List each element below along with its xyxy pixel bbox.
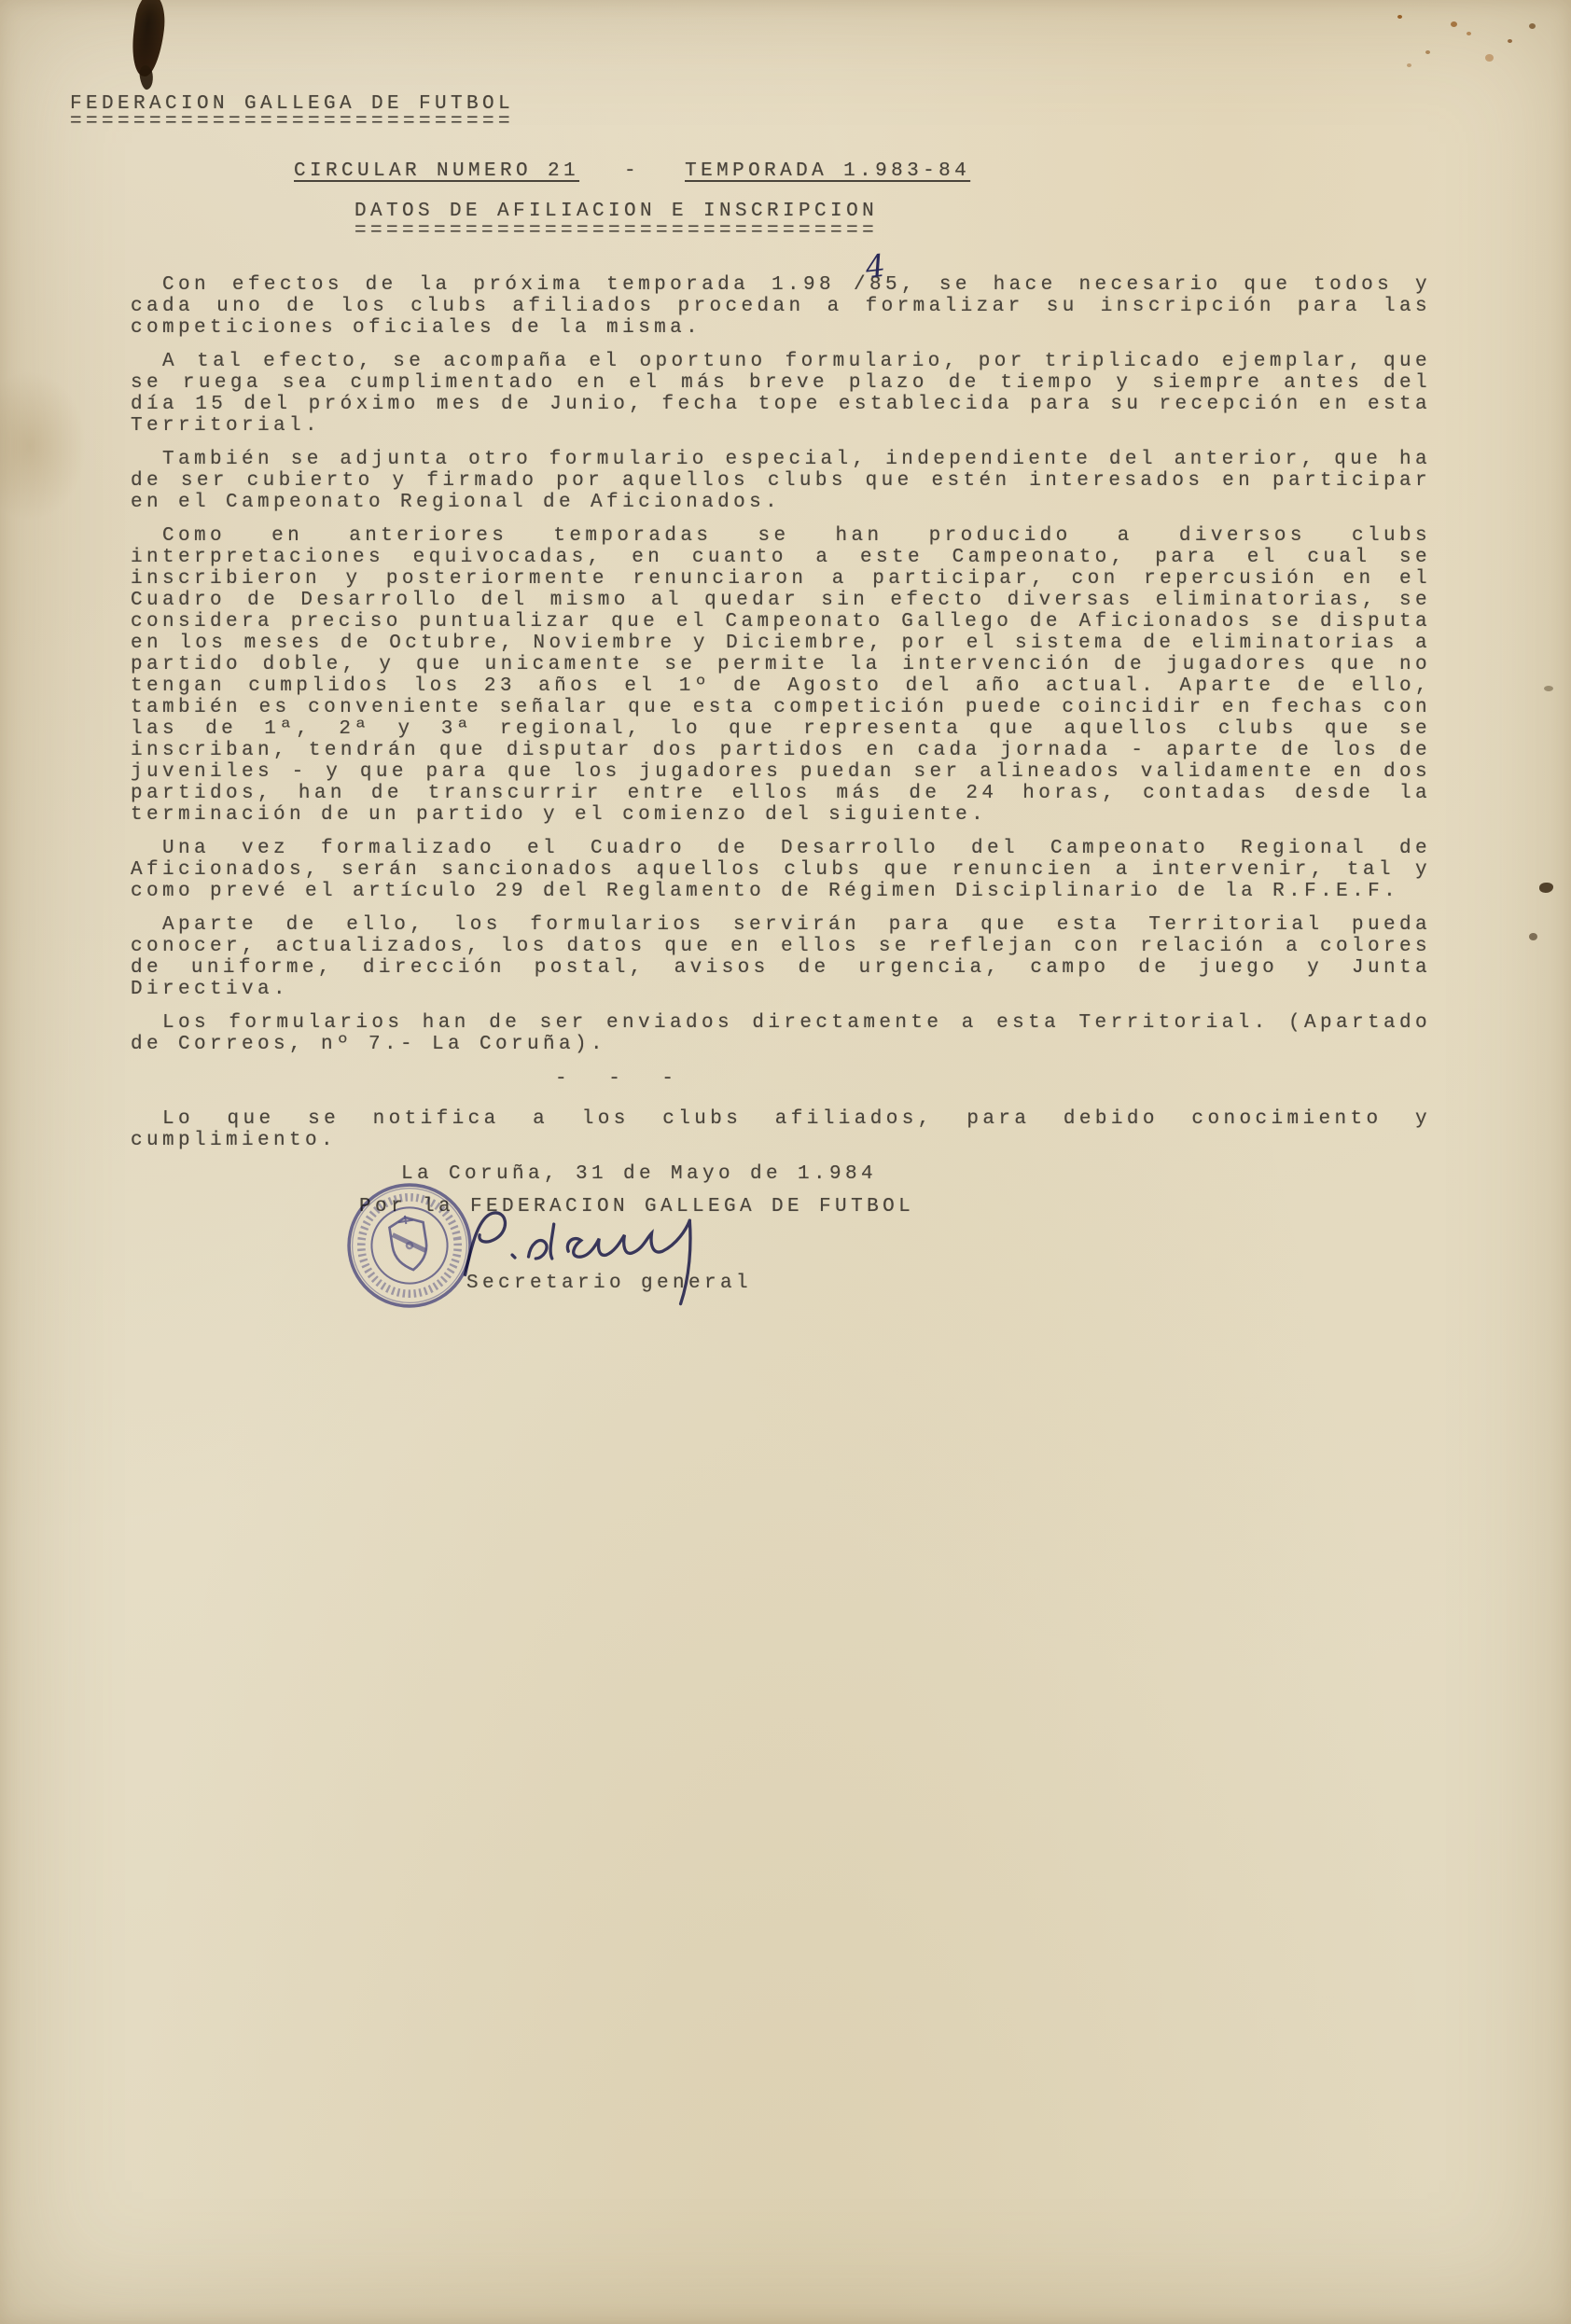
subtitle-underline: ================================= (355, 220, 879, 242)
subtitle: DATOS DE AFILIACION E INSCRIPCION (355, 201, 879, 222)
season-title: TEMPORADA 1.983-84 (685, 160, 971, 182)
section-separator: - - - (555, 1068, 689, 1090)
paragraph-forms: A tal efecto, se acompaña el oportuno formulario, por triplicado ejemplar, que se ruega sea cumplimentado en el más breve plazo de tiempo y siempre antes del día 15 del próximo mes de Junio, fecha tope establecida para su recepción en esta Territorial. (131, 351, 1431, 437)
document-title-row (294, 160, 1431, 182)
paragraph-sanctions: Una vez formalizado el Cuadro de Desarrollo del Campeonato Regional de Aficionados, serán sancionados aquellos clubs que renuncien a intervenir, tal y como prevé el artículo 29 del Reglamento de Régimen Disciplinario de la R.F.E.F. (131, 838, 1431, 902)
date-line: La Coruña, 31 de Mayo de 1.984 (401, 1163, 878, 1185)
paragraph-mailing: Los formularios han de ser enviados directamente a esta Territorial. (Apartado de Correos, nº 7.- La Coruña). (131, 1012, 1431, 1055)
handwritten-correction: 4 (863, 246, 888, 285)
signature-block (131, 1196, 1431, 1392)
signature-role: Secretario general (466, 1273, 753, 1294)
org-name: FEDERACION GALLEGA DE FUTBOL (70, 93, 515, 115)
paragraph-intro (131, 246, 1431, 339)
paragraph-special-form: También se adjunta otro formulario especial, independiente del anterior, que ha de ser cubierto y firmado por aquellos clubs que estén interesados en participar en el Campeonato Regional de Aficionados. (131, 449, 1431, 513)
signature-org-line: Por la FEDERACION GALLEGA DE FUTBOL (359, 1196, 915, 1218)
paragraph-intro-text: /85, se hace necesario que todos y cada uno de los clubs afiliados procedan a formalizar su inscripción para las competiciones oficiales de la misma. (131, 274, 1431, 339)
subtitle-block (355, 201, 1431, 242)
paragraph-closing: Lo que se notifica a los clubs afiliados, para debido conocimiento y cumplimiento. (131, 1108, 1431, 1151)
org-underline: ============================ (70, 111, 515, 132)
paragraph-intro-text: Con efectos de la próxima temporada 1.98 (162, 274, 835, 296)
circular-number: CIRCULAR NUMERO 21 (294, 160, 580, 182)
paragraph-data-update: Aparte de ello, los formularios servirán para que esta Territorial pueda conocer, actualizados, los datos que en ellos se reflejan con relación a colores de uniforme, dirección postal, avisos de urgencia, campo de juego y Junta Directiva. (131, 914, 1431, 1000)
paragraph-championship-rules: Como en anteriores temporadas se han producido a diversos clubs interpretaciones equivocadas, en cuanto a este Campeonato, para el cual se inscribieron y posteriormente renunciaron a participar, con repercusión en el Cuadro de Desarrollo del mismo al quedar sin efecto diversas eliminatorias, se considera preciso puntualizar que el Campeonato Gallego de Aficionados se disputa en los meses de Octubre, Noviembre y Diciembre, por el sistema de eliminatorias a partido doble, y que unicamente se permite la intervención de jugadores que no tengan cumplidos los 23 años el 1º de Agosto del año actual. Aparte de ello, también es conveniente señalar que esta competición puede coincidir en fechas con las de 1ª, 2ª y 3ª regional, lo que representa que aquellos clubs que se inscriban, tendrán que disputar dos partidos en cada jornada - aparte de los de juveniles - y que para que los jugadores puedan ser alineados validamente en dos partidos, han de transcurrir entre ellos más de 24 horas, contadas desde la terminación de un partido y el comienzo del siguiente. (131, 525, 1431, 826)
signature-scribble (452, 1198, 760, 1317)
title-dash: - (624, 160, 641, 182)
